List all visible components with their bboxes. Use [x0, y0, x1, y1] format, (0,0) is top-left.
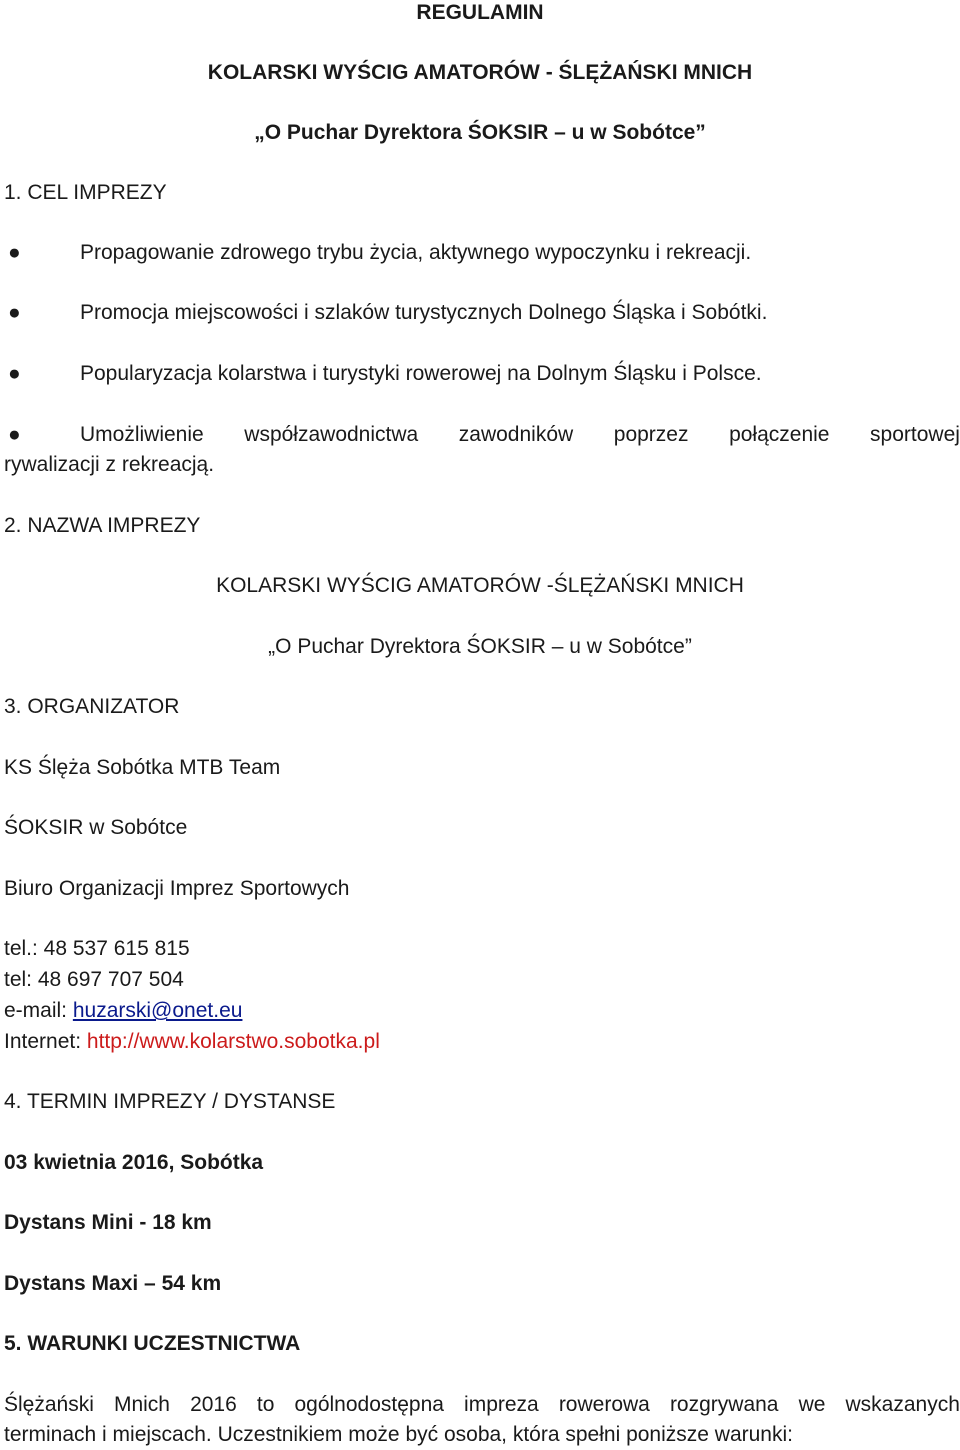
- section-3-heading: 3. ORGANIZATOR: [4, 695, 180, 718]
- word: we: [798, 1393, 826, 1416]
- organizer-line: ŚOKSIR w Sobótce: [4, 816, 188, 839]
- document-title: REGULAMIN: [416, 1, 544, 24]
- section-1-heading: 1. CEL IMPREZY: [4, 181, 167, 204]
- word: Mnich: [113, 1393, 170, 1416]
- email-link[interactable]: huzarski@onet.eu: [72, 999, 243, 1022]
- word: rowerowa: [558, 1393, 650, 1416]
- word: wskazanych: [845, 1393, 960, 1416]
- word: Umożliwienie: [80, 423, 204, 446]
- word: zawodników: [458, 423, 574, 446]
- bullet-dot-icon: ●: [8, 241, 21, 264]
- bullet-dot-icon: ●: [8, 423, 21, 446]
- email-row: [4, 998, 242, 1024]
- word: 2016: [190, 1393, 237, 1416]
- event-date: 03 kwietnia 2016, Sobótka: [4, 1151, 264, 1174]
- internet-row: [4, 1029, 380, 1055]
- paragraph-line: [4, 1392, 960, 1418]
- word: sportowej: [870, 423, 960, 446]
- bullet-dot-icon: ●: [8, 301, 21, 324]
- paragraph-line-continuation: terminach i miejscach. Uczestnikiem może być osoba, która spełni poniższe warunki:: [4, 1423, 793, 1446]
- word: poprzez: [613, 423, 689, 446]
- word: Ślężański: [4, 1393, 94, 1416]
- event-cup-2: „O Puchar Dyrektora ŚOKSIR – u w Sobótce”: [268, 635, 692, 658]
- event-name-2: KOLARSKI WYŚCIG AMATORÓW -ŚLĘŻAŃSKI MNICH: [216, 574, 744, 597]
- bullet-text: Propagowanie zdrowego trybu życia, aktywnego wypoczynku i rekreacji.: [80, 241, 752, 264]
- section-5-heading: 5. WARUNKI UCZESTNICTWA: [4, 1332, 301, 1355]
- organizer-line: KS Ślęża Sobótka MTB Team: [4, 756, 281, 779]
- bullet-text: Promocja miejscowości i szlaków turystycznych Dolnego Śląska i Sobótki.: [80, 301, 768, 324]
- word: impreza: [464, 1393, 539, 1416]
- internet-label: Internet:: [4, 1030, 87, 1053]
- distance-mini: Dystans Mini - 18 km: [4, 1211, 212, 1234]
- word: połączenie: [729, 423, 830, 446]
- email-label: e-mail:: [4, 999, 73, 1022]
- phone-1: tel.: 48 537 615 815: [4, 937, 190, 960]
- bullet-text-continuation: rywalizacji z rekreacją.: [4, 453, 215, 476]
- distance-maxi: Dystans Maxi – 54 km: [4, 1272, 222, 1295]
- word: to: [256, 1393, 275, 1416]
- event-cup: „O Puchar Dyrektora ŚOKSIR – u w Sobótce”: [254, 121, 706, 144]
- word: rozgrywana: [669, 1393, 779, 1416]
- organizer-line: Biuro Organizacji Imprez Sportowych: [4, 877, 350, 900]
- section-4-heading: 4. TERMIN IMPREZY / DYSTANSE: [4, 1090, 336, 1113]
- word: ogólnodostępna: [294, 1393, 444, 1416]
- event-name: KOLARSKI WYŚCIG AMATORÓW - ŚLĘŻAŃSKI MNICH: [207, 61, 753, 84]
- section-2-heading: 2. NAZWA IMPREZY: [4, 514, 201, 537]
- phone-2: tel: 48 697 707 504: [4, 968, 184, 991]
- word: współzawodnictwa: [244, 423, 419, 446]
- bullet-text: Popularyzacja kolarstwa i turystyki rowerowej na Dolnym Śląsku i Polsce.: [80, 362, 762, 385]
- internet-link[interactable]: http://www.kolarstwo.sobotka.pl: [86, 1030, 380, 1053]
- bullet-dot-icon: ●: [8, 362, 21, 385]
- bullet-text: [80, 422, 960, 448]
